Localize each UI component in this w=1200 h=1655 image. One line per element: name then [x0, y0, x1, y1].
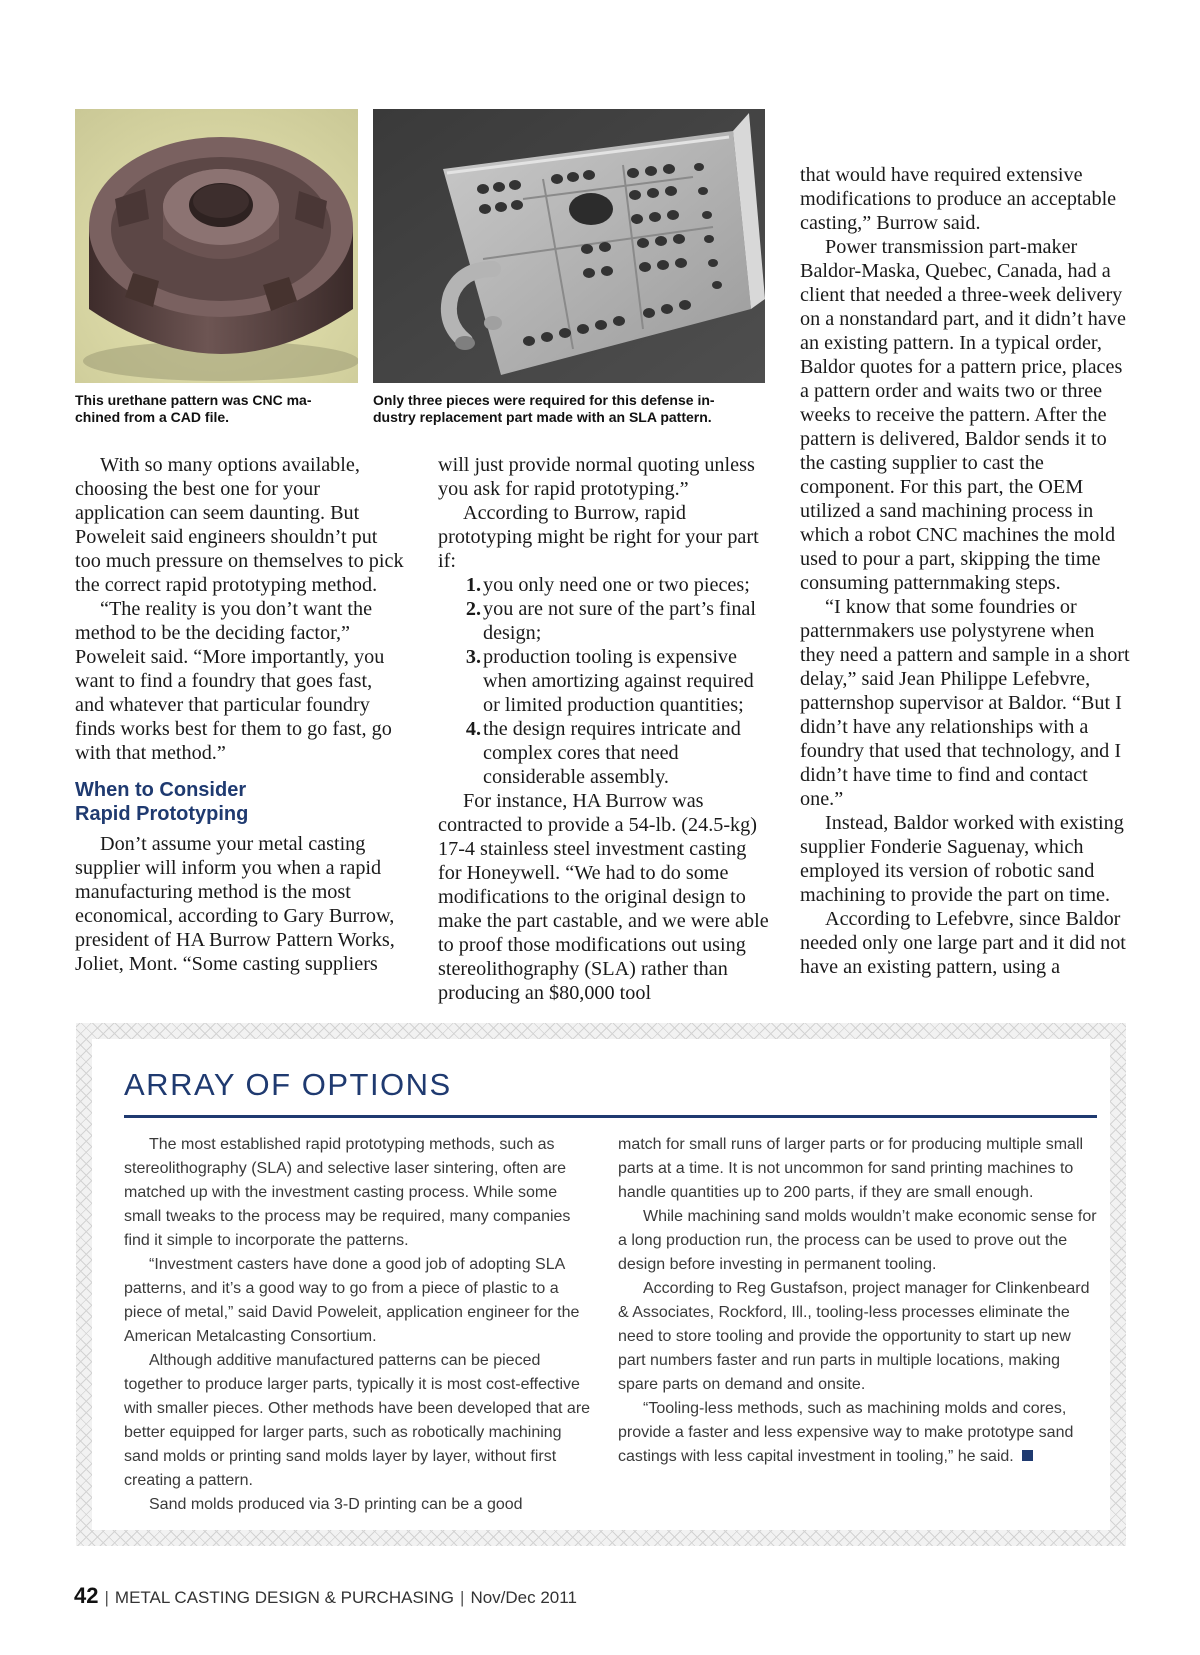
- figure-caption-2: Only three pieces were required for this defense in- dustry replacement part made with an SLA pattern.: [373, 392, 715, 425]
- article-column-1: [75, 453, 405, 976]
- issue-date: Nov/Dec 2011: [470, 1588, 577, 1607]
- publication-name: METAL CASTING DESIGN & PURCHASING: [114, 1588, 455, 1607]
- sidebar-title-rule: [124, 1115, 1097, 1118]
- section-heading: When to Consider Rapid Prototyping: [75, 779, 249, 825]
- sidebar-paragraph: “Tooling-less methods, such as machining molds and cores, provide a faster and less expensive way to make prototype sand castings with less capital investment in tooling,” he said.: [618, 1400, 1074, 1465]
- body-paragraph: “The reality is you don’t want the method to be the deciding factor,” Poweleit said. “More importantly, you want to find a foundry that goes fast, and whatever that particular foundry finds works best for them to go fast, go with that method.”: [75, 598, 392, 764]
- body-paragraph: According to Burrow, rapid prototyping might be right for your part if:: [438, 502, 759, 572]
- list-item: 4. the design requires intricate and complex cores that need considerable assembly.: [465, 718, 741, 788]
- footer-separator: |: [104, 1588, 109, 1607]
- sidebar-paragraph: Sand molds produced via 3-D printing can be a good: [149, 1496, 523, 1513]
- list-item: 3. production tooling is expensive when amortizing against required or limited production quantities;: [465, 646, 754, 716]
- sidebar-paragraph: “Investment casters have done a good job of adopting SLA patterns, and it’s a good way to go from a piece of plastic to a piece of metal,” said David Poweleit, application engineer for the American Metalcasting Consortium.: [124, 1256, 580, 1345]
- article-column-2: [438, 453, 770, 1005]
- body-paragraph: According to Lefebvre, since Baldor needed only one large part and it did not have an existing pattern, using a: [800, 908, 1126, 978]
- sidebar-column-right: [618, 1133, 1097, 1469]
- article-column-3: [800, 163, 1130, 979]
- sidebar-paragraph: The most established rapid prototyping methods, such as stereolithography (SLA) and selective laser sintering, often are matched up with the investment casting process. While some small tweaks to the process may be required, many companies find it simple to incorporate the patterns.: [124, 1136, 571, 1249]
- sidebar-box: [76, 1023, 1126, 1546]
- sidebar-paragraph: match for small runs of larger parts or for producing multiple small parts at a time. It is not uncommon for sand printing machines to handle quantities up to 200 parts, if they are small enough.: [618, 1136, 1084, 1201]
- body-paragraph: With so many options available, choosing the best one for your application can seem daunting. But Poweleit said engineers shouldn’t put too much pressure on themselves to pick the correct rapid prototyping method.: [75, 454, 404, 596]
- sidebar-paragraph: Although additive manufactured patterns can be pieced together to produce larger parts, typically it is most cost-effective with smaller pieces. Other methods have been developed that are better equipped for larger parts, such as robotically machining sand molds or printing sand molds layer by layer, without first creating a pattern.: [124, 1352, 591, 1489]
- body-paragraph: “I know that some foundries or patternmakers use polystyrene when they need a pattern and sample in a short delay,” said Jean Philippe Lefebvre, patternshop supervisor at Baldor. “But I didn’t have any relationships with a foundry that used that technology, and I didn’t have time to find and contact one.”: [800, 596, 1130, 810]
- body-paragraph: For instance, HA Burrow was contracted to provide a 54-lb. (24.5-kg) 17-4 stainless steel investment casting for Honeywell. “We had to do some modifications to the original design to make the part castable, and we were able to proof those modifications out using stereolithography (SLA) rather than producing an $80,000 tool: [438, 790, 769, 1004]
- page-footer: [74, 1584, 577, 1610]
- sidebar-title: ARRAY OF OPTIONS: [124, 1067, 452, 1102]
- body-paragraph: Don’t assume your metal casting supplier will inform you when a rapid manufacturing method is the most economical, according to Gary Burrow, president of HA Burrow Pattern Works, Joliet, Mont. “Some casting suppliers: [75, 833, 395, 975]
- end-of-article-mark: [1022, 1450, 1033, 1461]
- page-number: 42: [74, 1583, 99, 1608]
- sidebar-paragraph: According to Reg Gustafson, project manager for Clinkenbeard & Associates, Rockford, Ill., tooling-less processes eliminate the need to store tooling and provide the opportunity to start up new part numbers faster and run parts in multiple locations, making spare parts on demand and onsite.: [618, 1280, 1090, 1393]
- sidebar-content: [92, 1039, 1110, 1530]
- urethane-pattern-photo: [75, 109, 358, 383]
- sidebar-paragraph: While machining sand molds wouldn’t make economic sense for a long production run, the process can be used to prove out the design before investing in permanent tooling.: [618, 1208, 1097, 1273]
- body-paragraph: Instead, Baldor worked with existing supplier Fonderie Saguenay, which employed its version of robotic sand machining to provide the part on time.: [800, 812, 1124, 906]
- body-paragraph: Power transmission part-maker Baldor-Maska, Quebec, Canada, had a client that needed a three-week delivery on a nonstandard part, and it didn’t have an existing pattern. In a typical order, Baldor quotes for a pattern price, places a pattern order and waits two or three weeks to receive the pattern. After the pattern is delivered, Baldor sends it to the casting supplier to cast the component. For this part, the OEM utilized a sand machining process in which a robot CNC machines the mold used to pour a part, skipping the time consuming patternmaking steps.: [800, 236, 1126, 594]
- footer-separator: |: [460, 1588, 465, 1607]
- sidebar-column-left: [124, 1133, 596, 1517]
- body-paragraph: will just provide normal quoting unless you ask for rapid prototyping.”: [438, 454, 755, 500]
- list-item: 1. you only need one or two pieces;: [465, 574, 750, 596]
- figure-caption-1: This urethane pattern was CNC ma- chined from a CAD file.: [75, 392, 312, 425]
- body-paragraph: that would have required extensive modifications to produce an acceptable casting,” Burrow said.: [800, 164, 1117, 234]
- criteria-list: [438, 573, 770, 789]
- sla-pattern-part-photo: [373, 109, 765, 383]
- list-item: 2. you are not sure of the part’s final design;: [465, 598, 757, 644]
